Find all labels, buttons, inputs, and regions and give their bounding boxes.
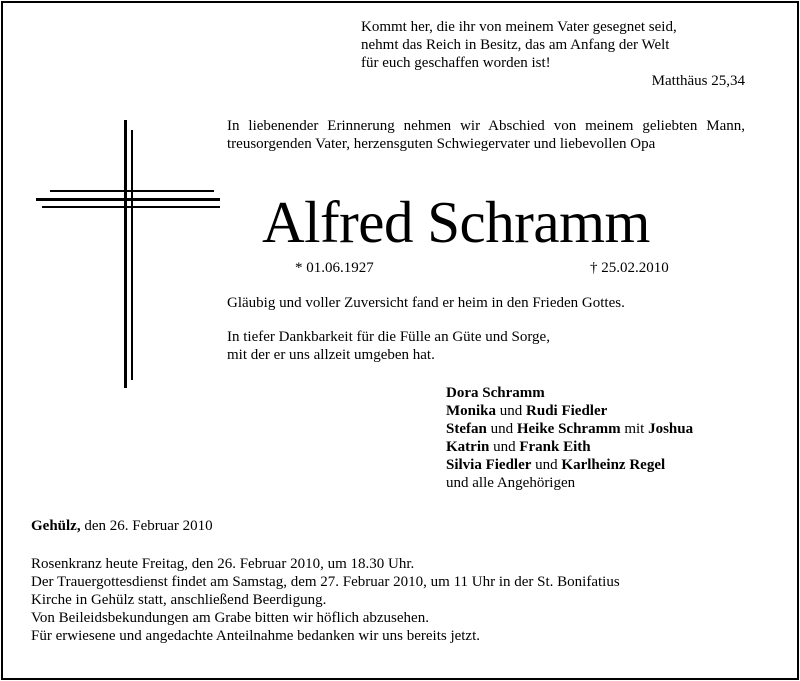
family-name: Frank Eith	[519, 439, 591, 455]
family-line: und alle Angehörigen	[446, 475, 576, 491]
service-line: Kirche in Gehülz statt, anschließend Beerdigung.	[31, 592, 327, 608]
gratitude-line: In tiefer Dankbarkeit für die Fülle an Güte und Sorge,	[227, 329, 550, 345]
connector: und	[486, 421, 517, 437]
connector: und	[531, 457, 562, 473]
family-line	[446, 402, 693, 420]
family-name: Karlheinz Regel	[561, 457, 666, 473]
family-line	[446, 384, 693, 402]
birth-date: * 01.06.1927	[295, 260, 374, 276]
family-line	[446, 438, 693, 456]
family-line	[446, 420, 693, 438]
service-line: Von Beileidsbekundungen am Grabe bitten wir höflich abzusehen.	[31, 610, 429, 626]
intro-text: In liebenender Erinnerung nehmen wir Abschied von meinem geliebten Mann, treusorgenden Vater, herzensguten Schwiegervater und liebevollen Opa	[227, 118, 745, 152]
death-date: † 25.02.2010	[590, 260, 669, 276]
place-name: Gehülz,	[31, 518, 81, 534]
service-line: Rosenkranz heute Freitag, den 26. Februar 2010, um 18.30 Uhr.	[31, 556, 415, 572]
verse-line: Kommt her, die ihr von meinem Vater gesegnet seid,	[361, 19, 677, 35]
service-line: Für erwiesene und angedachte Anteilnahme bedanken wir uns bereits jetzt.	[31, 628, 481, 644]
family-name: Dora Schramm	[446, 385, 545, 401]
faith-statement: Gläubig und voller Zuversicht fand er heim in den Frieden Gottes.	[227, 295, 625, 311]
family-name: Joshua	[648, 421, 694, 437]
family-name: Monika	[446, 403, 497, 419]
connector: und	[496, 403, 527, 419]
cross-icon	[36, 120, 226, 390]
deceased-name: Alfred Schramm	[262, 189, 650, 255]
family-name: Katrin	[446, 439, 490, 455]
family-name: Silvia Fiedler	[446, 457, 532, 473]
service-details	[31, 555, 620, 645]
family-name: Stefan	[446, 421, 487, 437]
gratitude-line: mit der er uns allzeit umgeben hat.	[227, 347, 435, 363]
family-name: Heike Schramm	[516, 421, 621, 437]
verse-reference: Matthäus 25,34	[651, 73, 745, 89]
date-text: den 26. Februar 2010	[80, 518, 213, 534]
connector: mit	[620, 421, 649, 437]
connector: und	[489, 439, 520, 455]
bible-verse	[361, 18, 745, 90]
family-line	[446, 456, 693, 474]
verse-line: nehmt das Reich in Besitz, das am Anfang der Welt	[361, 37, 670, 53]
service-line: Der Trauergottesdienst findet am Samstag, dem 27. Februar 2010, um 11 Uhr in der St. Bonifatius	[31, 574, 620, 590]
family-signatures	[446, 384, 693, 492]
gratitude-text	[227, 328, 550, 364]
verse-line: für euch geschaffen worden ist!	[361, 55, 551, 71]
family-name: Rudi Fiedler	[526, 403, 608, 419]
place-date-line	[31, 517, 213, 535]
